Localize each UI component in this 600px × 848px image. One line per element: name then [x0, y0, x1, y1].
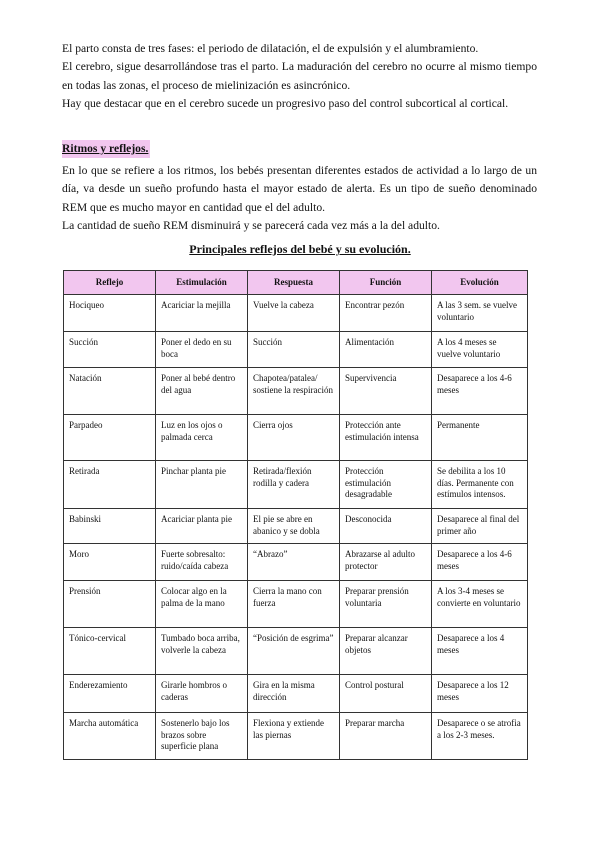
table-cell: Moro [64, 544, 156, 581]
table-cell: Parpadeo [64, 415, 156, 461]
table-cell: Cierra la mano con fuerza [248, 581, 340, 628]
table-cell: Acariciar planta pie [156, 509, 248, 544]
table-cell: Natación [64, 368, 156, 415]
header-cell: Evolución [432, 271, 528, 295]
table-cell: Prensión [64, 581, 156, 628]
table-cell: A los 3-4 meses se convierte en voluntario [432, 581, 528, 628]
table-row [64, 461, 528, 509]
table-cell: Desaparece al final del primer año [432, 509, 528, 544]
table-cell: Marcha automática [64, 713, 156, 760]
table-cell: Se debilita a los 10 días. Permanente con estímulos intensos. [432, 461, 528, 509]
table-cell: Protección ante estimulación intensa [340, 415, 432, 461]
table-cell: Desaparece o se atrofia a los 2-3 meses. [432, 713, 528, 760]
table-cell: Desaparece a los 4-6 meses [432, 544, 528, 581]
table-cell: Fuerte sobresalto: ruido/caída cabeza [156, 544, 248, 581]
table-cell: Succión [248, 332, 340, 368]
table-cell: Enderezamiento [64, 675, 156, 713]
table-cell: Flexiona y extiende las piernas [248, 713, 340, 760]
table-cell: Pinchar planta pie [156, 461, 248, 509]
table-cell: Preparar prensión voluntaria [340, 581, 432, 628]
table-row [64, 544, 528, 581]
intro-line: El parto consta de tres fases: el periodo de dilatación, el de expulsión y el alumbramiento. [62, 42, 479, 55]
table-cell: “Abrazo” [248, 544, 340, 581]
table-header-row [64, 271, 528, 295]
table-cell: Retirada [64, 461, 156, 509]
table-cell: Preparar alcanzar objetos [340, 628, 432, 675]
table-cell: Protección estimulación desagradable [340, 461, 432, 509]
table-row [64, 415, 528, 461]
table-cell: Luz en los ojos o palmada cerca [156, 415, 248, 461]
table-cell: Preparar marcha [340, 713, 432, 760]
table-cell: Control postural [340, 675, 432, 713]
header-cell: Estimulación [156, 271, 248, 295]
table-row [64, 295, 528, 332]
table-cell: Acariciar la mejilla [156, 295, 248, 332]
table-body [64, 295, 528, 760]
table-cell: Chapotea/patalea/ sostiene la respiración [248, 368, 340, 415]
table-row [64, 675, 528, 713]
section-line: La cantidad de sueño REM disminuirá y se parecerá cada vez más a la del adulto. [62, 218, 440, 232]
intro-paragraphs [62, 40, 537, 113]
header-cell: Función [340, 271, 432, 295]
section-paragraphs [62, 162, 537, 235]
table-cell: Supervivencia [340, 368, 432, 415]
table-cell: Desconocida [340, 509, 432, 544]
table-cell: Desaparece a los 4 meses [432, 628, 528, 675]
section-heading: Ritmos y reflejos. [62, 140, 150, 158]
table-cell: A las 3 sem. se vuelve voluntario [432, 295, 528, 332]
table-cell: Abrazarse al adulto protector [340, 544, 432, 581]
table-cell: Vuelve la cabeza [248, 295, 340, 332]
table-title: Principales reflejos del bebé y su evolución. [189, 242, 411, 256]
section-line: En lo que se refiere a los ritmos, los bebés presentan diferentes estados de actividad a lo largo de un día, va desde un sueño profundo hasta el mayor estado de alerta. Es un tipo de sueño denominado REM que es mucho mayor en cantidad que el del adulto. [62, 164, 537, 214]
table-row [64, 628, 528, 675]
table-cell: Encontrar pezón [340, 295, 432, 332]
table-cell: Succión [64, 332, 156, 368]
table-cell: Hociqueo [64, 295, 156, 332]
table-cell: Tónico-cervical [64, 628, 156, 675]
table-cell: Girarle hombros o caderas [156, 675, 248, 713]
table-cell: Permanente [432, 415, 528, 461]
table-cell: Retirada/flexión rodilla y cadera [248, 461, 340, 509]
table-cell: Tumbado boca arriba, volverle la cabeza [156, 628, 248, 675]
table-cell: Colocar algo en la palma de la mano [156, 581, 248, 628]
intro-line: Hay que destacar que en el cerebro sucede un progresivo paso del control subcortical al cortical. [62, 96, 509, 110]
reflexes-table [63, 270, 528, 760]
table-cell: Desaparece a los 12 meses [432, 675, 528, 713]
table-row [64, 368, 528, 415]
table-cell: Sostenerlo bajo los brazos sobre superficie plana [156, 713, 248, 760]
table-cell: El pie se abre en abanico y se dobla [248, 509, 340, 544]
table-cell: Poner el dedo en su boca [156, 332, 248, 368]
table-cell: “Posición de esgrima” [248, 628, 340, 675]
table-row [64, 581, 528, 628]
intro-line: El cerebro, sigue desarrollándose tras el parto. La maduración del cerebro no ocurre al mismo tiempo en todas las zonas, el proceso de mielinización es asincrónico. [62, 60, 537, 92]
table-cell: Babinski [64, 509, 156, 544]
header-cell: Respuesta [248, 271, 340, 295]
header-cell: Reflejo [64, 271, 156, 295]
table-cell: Gira en la misma dirección [248, 675, 340, 713]
table-row [64, 509, 528, 544]
table-cell: Desaparece a los 4-6 meses [432, 368, 528, 415]
table-cell: A los 4 meses se vuelve voluntario [432, 332, 528, 368]
table-row [64, 713, 528, 760]
table-cell: Poner al bebé dentro del agua [156, 368, 248, 415]
table-cell: Alimentación [340, 332, 432, 368]
table-cell: Cierra ojos [248, 415, 340, 461]
table-row [64, 332, 528, 368]
